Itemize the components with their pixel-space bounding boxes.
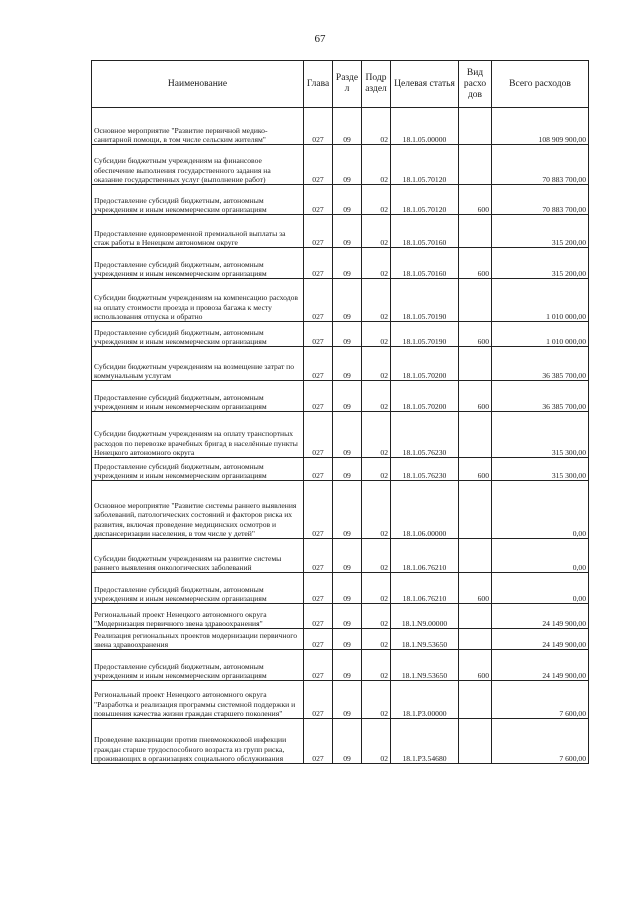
row-section: 09 — [333, 381, 362, 412]
row-target: 18.1.N9.00000 — [391, 604, 459, 629]
row-chapter: 027 — [304, 145, 333, 185]
row-chapter: 027 — [304, 108, 333, 145]
row-name: Субсидии бюджетным учреждениям на возмещение затрат по коммунальным услугам — [92, 347, 304, 381]
row-target: 18.1.05.76230 — [391, 412, 459, 458]
row-target: 18.1.06.76210 — [391, 573, 459, 604]
row-subsection: 02 — [362, 215, 391, 248]
row-expense-type — [459, 108, 492, 145]
row-chapter: 027 — [304, 573, 333, 604]
row-chapter: 027 — [304, 719, 333, 764]
row-name: Предоставление субсидий бюджетным, автономным учреждениям и иным некоммерческим организациям — [92, 322, 304, 347]
row-name: Субсидии бюджетным учреждениям на финансовое обеспечение выполнения государственного задания на оказание государственных услуг (выполнение работ) — [92, 145, 304, 185]
row-expense-type — [459, 215, 492, 248]
row-chapter: 027 — [304, 412, 333, 458]
table-row — [92, 381, 589, 412]
header-row — [92, 61, 589, 108]
row-chapter: 027 — [304, 681, 333, 719]
row-subsection: 02 — [362, 573, 391, 604]
row-chapter: 027 — [304, 279, 333, 322]
row-subsection: 02 — [362, 539, 391, 573]
row-total: 70 883 700,00 — [492, 145, 589, 185]
row-total: 0,00 — [492, 481, 589, 539]
row-target: 18.1.N9.53650 — [391, 629, 459, 650]
header-chapter: Глава — [304, 61, 333, 108]
row-expense-type: 600 — [459, 322, 492, 347]
row-name: Региональный проект Ненецкого автономного округа "Модернизация первичного звена здравоохранения" — [92, 604, 304, 629]
row-subsection: 02 — [362, 347, 391, 381]
row-subsection: 02 — [362, 650, 391, 681]
row-expense-type: 600 — [459, 185, 492, 215]
row-name: Предоставление субсидий бюджетным, автономным учреждениям и иным некоммерческим организациям — [92, 458, 304, 481]
row-target: 18.1.05.70200 — [391, 381, 459, 412]
row-name: Основное мероприятие "Развитие системы раннего выявления заболеваний, патологических состояний и факторов риска их развития, включая проведение медицинских осмотров и диспансеризации населения, в том числе у детей" — [92, 481, 304, 539]
table-row — [92, 248, 589, 279]
table-row — [92, 650, 589, 681]
row-name: Предоставление субсидий бюджетным, автономным учреждениям и иным некоммерческим организациям — [92, 650, 304, 681]
header-name: Наименование — [92, 61, 304, 108]
row-chapter: 027 — [304, 629, 333, 650]
row-chapter: 027 — [304, 248, 333, 279]
row-target: 18.1.05.70120 — [391, 185, 459, 215]
row-total: 1 010 000,00 — [492, 279, 589, 322]
row-name: Субсидии бюджетным учреждениям на компенсацию расходов на оплату стоимости проезда и провоза багажа к месту использования отпуска и обратно — [92, 279, 304, 322]
row-name: Основное мероприятие "Развитие первичной медико-санитарной помощи, в том числе сельским жителям" — [92, 108, 304, 145]
row-section: 09 — [333, 481, 362, 539]
row-target: 18.1.06.76210 — [391, 539, 459, 573]
row-expense-type — [459, 719, 492, 764]
header-section: Разде л — [333, 61, 362, 108]
row-name: Субсидии бюджетным учреждениям на развитие системы раннего выявления онкологических заболеваний — [92, 539, 304, 573]
row-total: 7 600,00 — [492, 681, 589, 719]
row-name: Реализация региональных проектов модернизации первичного звена здравоохранения — [92, 629, 304, 650]
row-target: 18.1.05.70120 — [391, 145, 459, 185]
row-chapter: 027 — [304, 650, 333, 681]
row-target: 18.1.P3.54680 — [391, 719, 459, 764]
row-section: 09 — [333, 604, 362, 629]
table-row — [92, 573, 589, 604]
row-subsection: 02 — [362, 248, 391, 279]
row-section: 09 — [333, 719, 362, 764]
row-expense-type: 600 — [459, 248, 492, 279]
table-row — [92, 629, 589, 650]
row-target: 18.1.05.00000 — [391, 108, 459, 145]
row-subsection: 02 — [362, 481, 391, 539]
row-subsection: 02 — [362, 108, 391, 145]
row-expense-type — [459, 604, 492, 629]
row-target: 18.1.06.00000 — [391, 481, 459, 539]
row-chapter: 027 — [304, 604, 333, 629]
row-name: Предоставление субсидий бюджетным, автономным учреждениям и иным некоммерческим организациям — [92, 248, 304, 279]
table-row — [92, 347, 589, 381]
row-total: 7 600,00 — [492, 719, 589, 764]
header-subsection: Подр аздел — [362, 61, 391, 108]
row-name: Предоставление субсидий бюджетным, автономным учреждениям и иным некоммерческим организациям — [92, 185, 304, 215]
row-section: 09 — [333, 539, 362, 573]
row-name: Субсидии бюджетным учреждениям на оплату транспортных расходов по перевозке врачебных бригад в населённые пункты Ненецкого автономного округа — [92, 412, 304, 458]
row-chapter: 027 — [304, 539, 333, 573]
row-subsection: 02 — [362, 279, 391, 322]
row-subsection: 02 — [362, 381, 391, 412]
row-chapter: 027 — [304, 185, 333, 215]
table-row — [92, 481, 589, 539]
table-row — [92, 458, 589, 481]
row-target: 18.1.05.70200 — [391, 347, 459, 381]
row-name: Предоставление единовременной премиальной выплаты за стаж работы в Ненецком автономном округе — [92, 215, 304, 248]
row-expense-type: 600 — [459, 573, 492, 604]
row-target: 18.1.05.70160 — [391, 248, 459, 279]
row-subsection: 02 — [362, 185, 391, 215]
row-section: 09 — [333, 322, 362, 347]
row-total: 24 149 900,00 — [492, 604, 589, 629]
row-section: 09 — [333, 412, 362, 458]
row-section: 09 — [333, 629, 362, 650]
row-total: 315 300,00 — [492, 412, 589, 458]
row-total: 315 200,00 — [492, 215, 589, 248]
row-expense-type — [459, 539, 492, 573]
table-row — [92, 322, 589, 347]
row-total: 70 883 700,00 — [492, 185, 589, 215]
row-name: Предоставление субсидий бюджетным, автономным учреждениям и иным некоммерческим организациям — [92, 573, 304, 604]
row-total: 315 300,00 — [492, 458, 589, 481]
row-subsection: 02 — [362, 629, 391, 650]
row-expense-type — [459, 681, 492, 719]
row-chapter: 027 — [304, 481, 333, 539]
row-expense-type — [459, 629, 492, 650]
row-target: 18.1.05.70190 — [391, 279, 459, 322]
row-chapter: 027 — [304, 215, 333, 248]
row-expense-type: 600 — [459, 458, 492, 481]
row-section: 09 — [333, 458, 362, 481]
row-expense-type — [459, 145, 492, 185]
row-target: 18.1.N9.53650 — [391, 650, 459, 681]
row-section: 09 — [333, 185, 362, 215]
header-expense-type: Вид расхо дов — [459, 61, 492, 108]
row-section: 09 — [333, 573, 362, 604]
row-chapter: 027 — [304, 322, 333, 347]
row-section: 09 — [333, 215, 362, 248]
row-section: 09 — [333, 279, 362, 322]
header-total: Всего расходов — [492, 61, 589, 108]
row-target: 18.1.P3.00000 — [391, 681, 459, 719]
row-expense-type — [459, 481, 492, 539]
row-expense-type: 600 — [459, 650, 492, 681]
row-target: 18.1.05.76230 — [391, 458, 459, 481]
table-row — [92, 412, 589, 458]
row-name: Проведение вакцинации против пневмококковой инфекции граждан старше трудоспособного возраста из групп риска, проживающих в организациях социального обслуживания — [92, 719, 304, 764]
table-row — [92, 145, 589, 185]
table-row — [92, 108, 589, 145]
row-expense-type: 600 — [459, 381, 492, 412]
row-total: 315 200,00 — [492, 248, 589, 279]
row-subsection: 02 — [362, 458, 391, 481]
budget-table — [91, 60, 589, 764]
row-subsection: 02 — [362, 412, 391, 458]
row-subsection: 02 — [362, 604, 391, 629]
row-section: 09 — [333, 681, 362, 719]
row-chapter: 027 — [304, 381, 333, 412]
row-total: 24 149 900,00 — [492, 650, 589, 681]
table-row — [92, 604, 589, 629]
row-subsection: 02 — [362, 719, 391, 764]
row-subsection: 02 — [362, 322, 391, 347]
row-total: 0,00 — [492, 539, 589, 573]
row-name: Региональный проект Ненецкого автономного округа "Разработка и реализация программы системной поддержки и повышения качества жизни граждан старшего поколения" — [92, 681, 304, 719]
row-target: 18.1.05.70160 — [391, 215, 459, 248]
row-total: 108 909 900,00 — [492, 108, 589, 145]
row-section: 09 — [333, 650, 362, 681]
table-row — [92, 681, 589, 719]
table-row — [92, 279, 589, 322]
row-section: 09 — [333, 145, 362, 185]
row-section: 09 — [333, 347, 362, 381]
row-name: Предоставление субсидий бюджетным, автономным учреждениям и иным некоммерческим организациям — [92, 381, 304, 412]
row-total: 36 385 700,00 — [492, 381, 589, 412]
row-section: 09 — [333, 108, 362, 145]
table-row — [92, 719, 589, 764]
row-subsection: 02 — [362, 681, 391, 719]
row-expense-type — [459, 279, 492, 322]
row-total: 1 010 000,00 — [492, 322, 589, 347]
row-section: 09 — [333, 248, 362, 279]
row-total: 0,00 — [492, 573, 589, 604]
header-target: Целевая статья — [391, 61, 459, 108]
table-row — [92, 539, 589, 573]
row-total: 36 385 700,00 — [492, 347, 589, 381]
row-target: 18.1.05.70190 — [391, 322, 459, 347]
table-row — [92, 185, 589, 215]
row-chapter: 027 — [304, 458, 333, 481]
row-total: 24 149 900,00 — [492, 629, 589, 650]
row-expense-type — [459, 412, 492, 458]
page-number: 67 — [314, 33, 326, 45]
row-expense-type — [459, 347, 492, 381]
row-subsection: 02 — [362, 145, 391, 185]
table-row — [92, 215, 589, 248]
row-chapter: 027 — [304, 347, 333, 381]
